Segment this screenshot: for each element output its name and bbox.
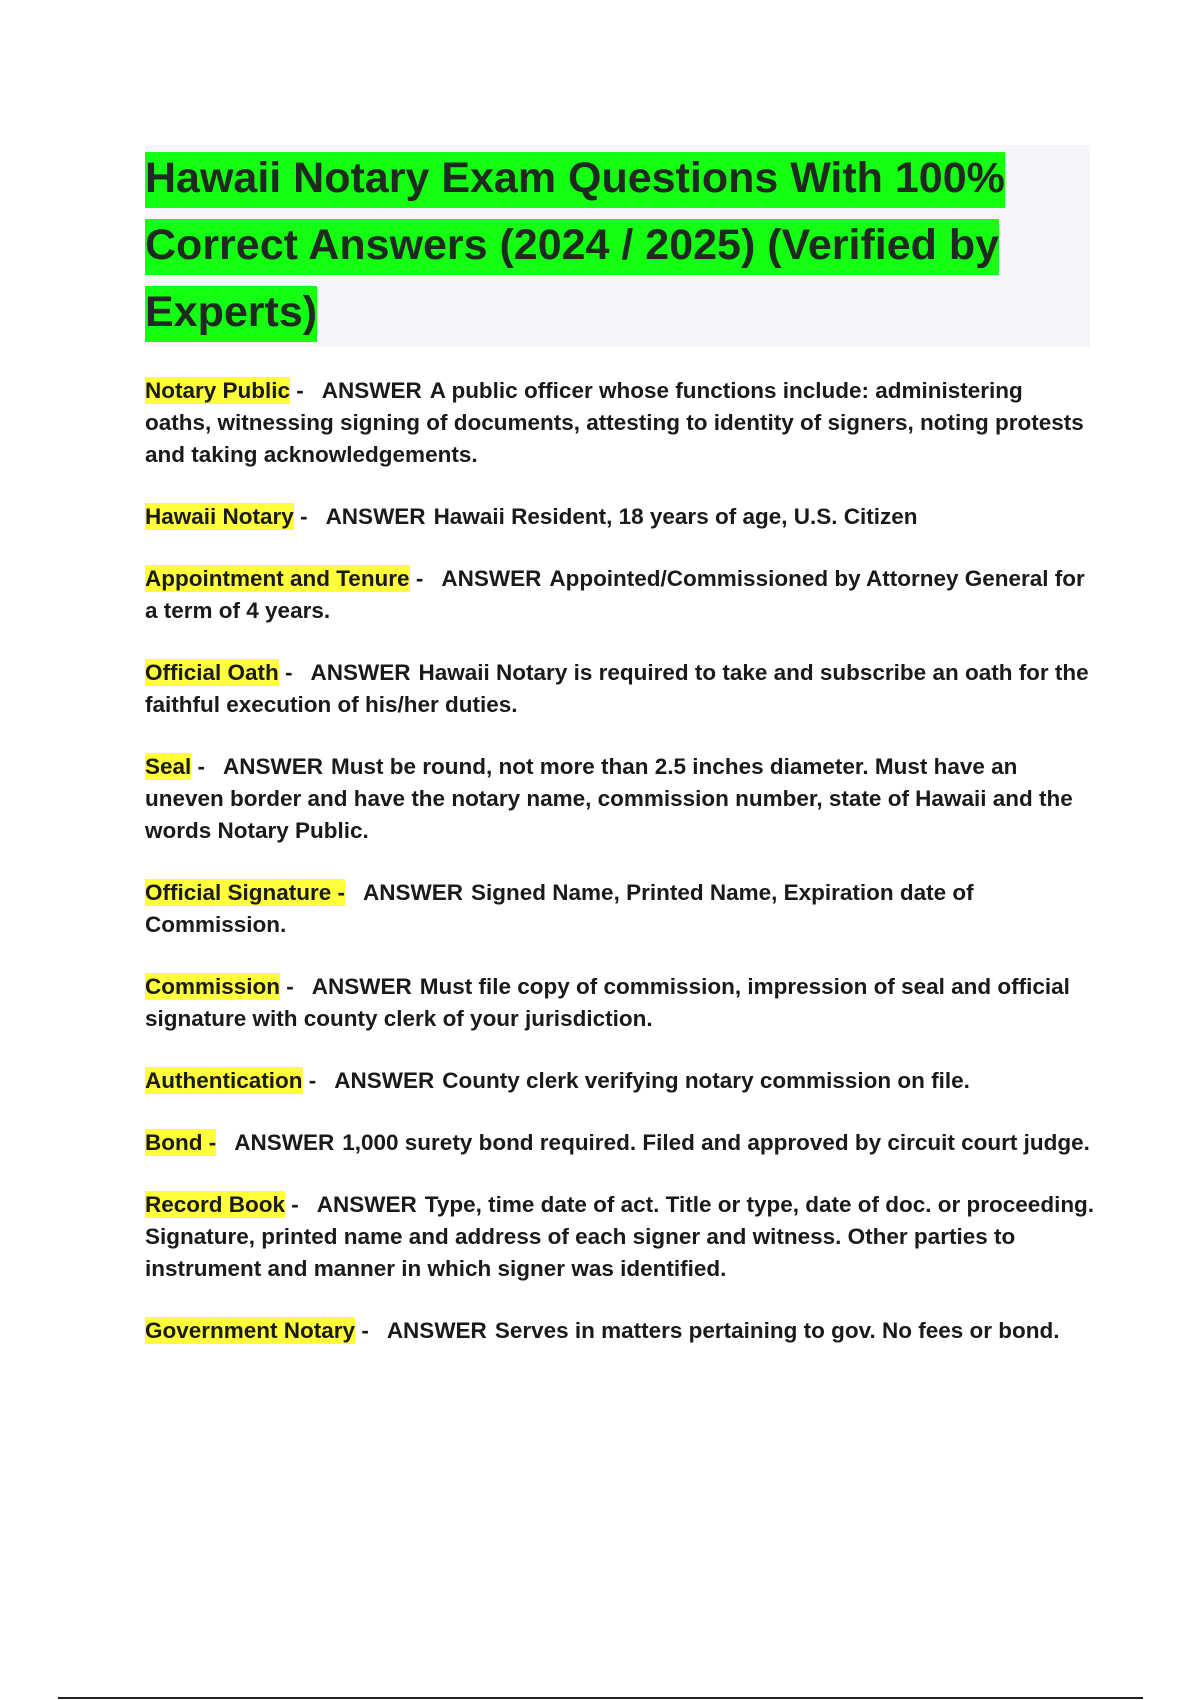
entry-answer: Appointed/Commissioned by Attorney General for a term of 4 years. bbox=[145, 566, 1085, 623]
qa-entry bbox=[145, 877, 1095, 941]
answer-label: ANSWER bbox=[334, 1068, 435, 1093]
qa-entry bbox=[145, 375, 1095, 471]
entry-term: Notary Public bbox=[145, 378, 291, 403]
qa-entry bbox=[145, 501, 1095, 533]
answer-label: ANSWER bbox=[316, 1192, 417, 1217]
entry-answer: Hawaii Notary is required to take and subscribe an oath for the faithful execution of his/her duties. bbox=[145, 660, 1089, 717]
qa-entry bbox=[145, 657, 1095, 721]
qa-list bbox=[145, 375, 1095, 1377]
answer-label: ANSWER bbox=[311, 974, 412, 999]
qa-entry bbox=[145, 971, 1095, 1035]
entry-term: Government Notary bbox=[145, 1318, 356, 1343]
entry-answer: Serves in matters pertaining to gov. No fees or bond. bbox=[494, 1318, 1060, 1343]
entry-term: Hawaii Notary bbox=[145, 504, 294, 529]
qa-entry bbox=[145, 1065, 1095, 1097]
answer-label: ANSWER bbox=[363, 880, 464, 905]
entry-separator: - bbox=[302, 1068, 317, 1093]
entry-answer: 1,000 surety bond required. Filed and approved by circuit court judge. bbox=[342, 1130, 1090, 1155]
answer-label: ANSWER bbox=[223, 754, 324, 779]
entry-answer: Must file copy of commission, impression of seal and official signature with county clerk of your jurisdiction. bbox=[145, 974, 1070, 1031]
answer-label: ANSWER bbox=[310, 660, 411, 685]
entry-answer: County clerk verifying notary commission on file. bbox=[442, 1068, 970, 1093]
qa-entry bbox=[145, 563, 1095, 627]
entry-separator: - bbox=[280, 974, 294, 999]
entry-term: Official Signature - bbox=[145, 880, 346, 905]
entry-separator: - bbox=[191, 754, 206, 779]
entry-term: Bond - bbox=[145, 1130, 217, 1155]
entry-term: Seal bbox=[145, 754, 192, 779]
qa-entry bbox=[145, 1315, 1095, 1347]
entry-term: Record Book bbox=[145, 1192, 286, 1217]
entry-separator: - bbox=[293, 504, 308, 529]
entry-separator: - bbox=[278, 660, 293, 685]
qa-entry bbox=[145, 1127, 1095, 1159]
answer-label: ANSWER bbox=[325, 504, 426, 529]
entry-answer: A public officer whose functions include: administering oaths, witnessing signing of documents, attesting to identity of signers, noting protests and taking acknowledgements. bbox=[145, 378, 1084, 467]
entry-separator: - bbox=[355, 1318, 369, 1343]
entry-term: Authentication bbox=[145, 1068, 303, 1093]
qa-entry bbox=[145, 1189, 1095, 1285]
entry-separator: - bbox=[285, 1192, 299, 1217]
entry-answer: Must be round, not more than 2.5 inches diameter. Must have an uneven border and have the notary name, commission number, state of Hawaii and the words Notary Public. bbox=[145, 754, 1073, 843]
footer-divider bbox=[58, 1697, 1143, 1699]
entry-term: Commission bbox=[145, 974, 281, 999]
qa-entry bbox=[145, 751, 1095, 847]
answer-label: ANSWER bbox=[386, 1318, 487, 1343]
document-title-text: Hawaii Notary Exam Questions With 100% Correct Answers (2024 / 2025) (Verified by Experts) bbox=[145, 152, 1005, 342]
entry-answer: Signed Name, Printed Name, Expiration date of Commission. bbox=[145, 880, 974, 937]
document-title bbox=[145, 145, 1090, 346]
entry-answer: Type, time date of act. Title or type, date of doc. or proceeding. Signature, printed name and address of each signer and witness. Other parties to instrument and manner in which signer was identified. bbox=[145, 1192, 1095, 1281]
entry-separator: - bbox=[290, 378, 304, 403]
entry-separator: - bbox=[409, 566, 424, 591]
entry-answer: Hawaii Resident, 18 years of age, U.S. Citizen bbox=[433, 504, 918, 529]
entry-term: Appointment and Tenure bbox=[145, 566, 410, 591]
answer-label: ANSWER bbox=[234, 1130, 335, 1155]
entry-term: Official Oath bbox=[145, 660, 279, 685]
answer-label: ANSWER bbox=[321, 378, 422, 403]
answer-label: ANSWER bbox=[441, 566, 542, 591]
title-block bbox=[145, 145, 1090, 347]
